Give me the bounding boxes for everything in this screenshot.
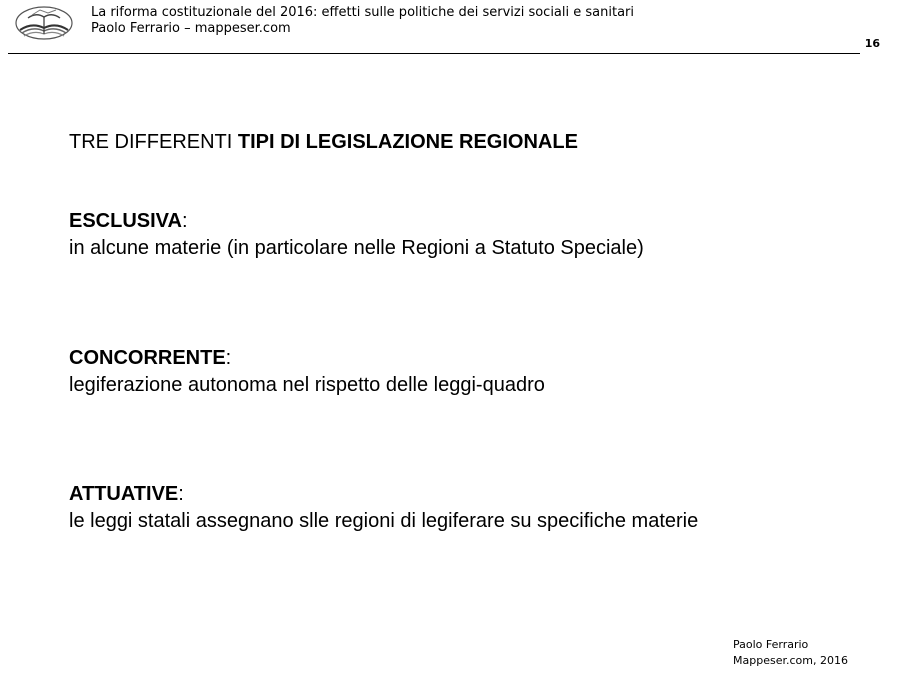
section-term: CONCORRENTE (69, 347, 226, 369)
section-description: legiferazione autonoma nel rispetto delle leggi-quadro (69, 374, 545, 396)
slide-title (69, 131, 578, 154)
slide-title-plain: TRE DIFFERENTI (69, 131, 238, 153)
section-heading (69, 481, 698, 508)
presentation-title: La riforma costituzionale del 2016: effetti sulle politiche dei servizi sociali e sanitari (91, 5, 634, 20)
section-description: in alcune materie (in particolare nelle Regioni a Statuto Speciale) (69, 237, 644, 259)
open-book-logo-icon (14, 4, 74, 42)
presentation-author: Paolo Ferrario – mappeser.com (91, 21, 291, 36)
page-number: 16 (864, 37, 880, 50)
footer-site-year: Mappeser.com, 2016 (733, 654, 848, 667)
section-colon: : (181, 210, 188, 232)
section-colon: : (225, 347, 232, 369)
footer-author: Paolo Ferrario (733, 638, 809, 651)
section-colon: : (178, 483, 184, 505)
section-term: ATTUATIVE (69, 483, 179, 505)
slide-header (0, 0, 900, 58)
section-esclusiva (69, 208, 644, 262)
section-attuative (69, 481, 698, 535)
section-heading (69, 208, 644, 235)
slide-title-bold: TIPI DI LEGISLAZIONE REGIONALE (237, 131, 578, 153)
header-divider (8, 53, 860, 54)
slide-footer (733, 637, 848, 669)
section-description: le leggi statali assegnano slle regioni di legiferare su specifiche materie (69, 510, 699, 532)
section-heading (69, 345, 545, 372)
section-concorrente (69, 345, 545, 399)
section-term: ESCLUSIVA (69, 210, 182, 232)
